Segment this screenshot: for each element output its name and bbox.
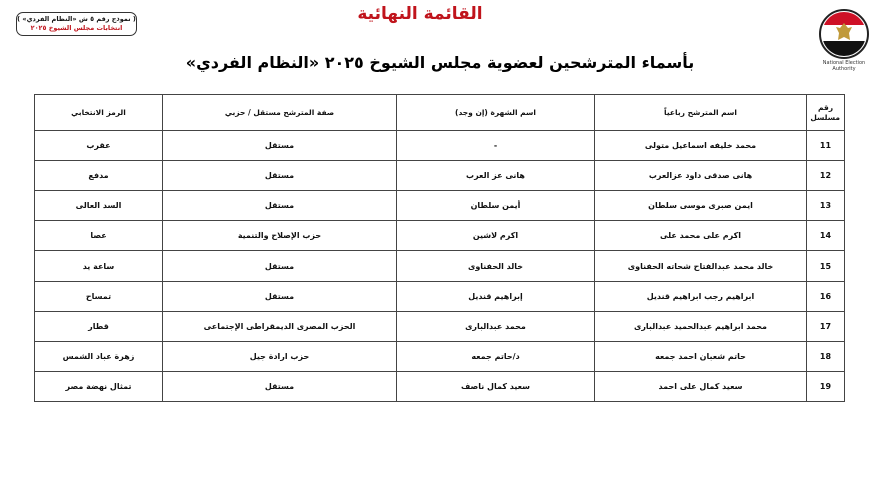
cell-nickname: اكرم لاشين (397, 221, 595, 251)
cell-status: مستقل (163, 251, 397, 281)
cell-nickname: خالد الحفناوى (397, 251, 595, 281)
cell-nickname: د/حاتم جمعه (397, 341, 595, 371)
cell-serial: 13 (807, 191, 845, 221)
table-row (35, 221, 845, 251)
cell-symbol: قطار (35, 311, 163, 341)
table-row (35, 341, 845, 371)
cell-symbol: تمساح (35, 281, 163, 311)
cell-serial: 17 (807, 311, 845, 341)
cell-status: مستقل (163, 281, 397, 311)
cell-name: ابراهيم رجب ابراهيم قنديل (595, 281, 807, 311)
cell-symbol: عصا (35, 221, 163, 251)
form-number-box (16, 12, 137, 36)
cell-serial: 19 (807, 371, 845, 401)
table-row (35, 281, 845, 311)
cell-status: مستقل (163, 371, 397, 401)
national-election-authority-logo (812, 8, 876, 78)
cell-status: مستقل (163, 131, 397, 161)
cell-serial: 18 (807, 341, 845, 371)
table-row (35, 131, 845, 161)
form-number-label: ( نموذج رقم ٥ ش «النظام الفردي» ) (17, 15, 136, 23)
cell-name: هانى صدقى داود عزالعرب (595, 161, 807, 191)
cell-nickname: هانى عز العرب (397, 161, 595, 191)
cell-serial: 15 (807, 251, 845, 281)
cell-serial: 14 (807, 221, 845, 251)
document-heading: بأسماء المترشحين لعضوية مجلس الشيوخ ٢٠٢٥ «النظام الفردي» (185, 53, 695, 72)
cell-name: خالد محمد عبدالفتاح شحاته الحفناوى (595, 251, 807, 281)
cell-nickname: - (397, 131, 595, 161)
cell-nickname: سعيد كمال ناصف (397, 371, 595, 401)
page-title: القائمة النهائية (357, 4, 483, 24)
header-serial: رقم مسلسل (807, 95, 845, 131)
logo-caption: National Election Authority (822, 60, 866, 72)
cell-status: مستقل (163, 191, 397, 221)
cell-serial: 16 (807, 281, 845, 311)
cell-name: حاتم شعبان احمد جمعه (595, 341, 807, 371)
cell-name: محمد خليفه اسماعيل متولى (595, 131, 807, 161)
cell-nickname: إبراهيم قنديل (397, 281, 595, 311)
cell-symbol: تمثال نهضة مصر (35, 371, 163, 401)
cell-name: سعيد كمال على احمد (595, 371, 807, 401)
table-row (35, 191, 845, 221)
table-row (35, 311, 845, 341)
cell-serial: 12 (807, 161, 845, 191)
cell-name: ايمن صبرى موسى سلطان (595, 191, 807, 221)
table-header-row (35, 95, 845, 131)
candidates-table (34, 94, 845, 402)
cell-symbol: السد العالى (35, 191, 163, 221)
table-row (35, 161, 845, 191)
cell-status: مستقل (163, 161, 397, 191)
header-name: اسم المترشح رباعياً (595, 95, 807, 131)
cell-symbol: ساعة يد (35, 251, 163, 281)
cell-nickname: محمد عبدالبارى (397, 311, 595, 341)
egypt-flag-emblem-icon (812, 8, 876, 60)
table-row (35, 251, 845, 281)
cell-name: محمد ابراهيم عبدالحميد عبدالبارى (595, 311, 807, 341)
table-row (35, 371, 845, 401)
cell-status: حزب الإصلاح والتنمية (163, 221, 397, 251)
cell-status: الحزب المصرى الديمقراطى الإجتماعى (163, 311, 397, 341)
cell-name: اكرم على محمد على (595, 221, 807, 251)
header-nickname: اسم الشهرة (إن وجد) (397, 95, 595, 131)
cell-status: حزب ارادة جيل (163, 341, 397, 371)
cell-nickname: أيمن سلطان (397, 191, 595, 221)
cell-serial: 11 (807, 131, 845, 161)
cell-symbol: عقرب (35, 131, 163, 161)
header-status: صفة المترشح مستقل / حزبي (163, 95, 397, 131)
election-name-label: انتخابات مجلس الشيوخ ٢٠٢٥ (30, 24, 123, 32)
header-symbol: الرمز الانتخابي (35, 95, 163, 131)
cell-symbol: زهرة عباد الشمس (35, 341, 163, 371)
cell-symbol: مدفع (35, 161, 163, 191)
